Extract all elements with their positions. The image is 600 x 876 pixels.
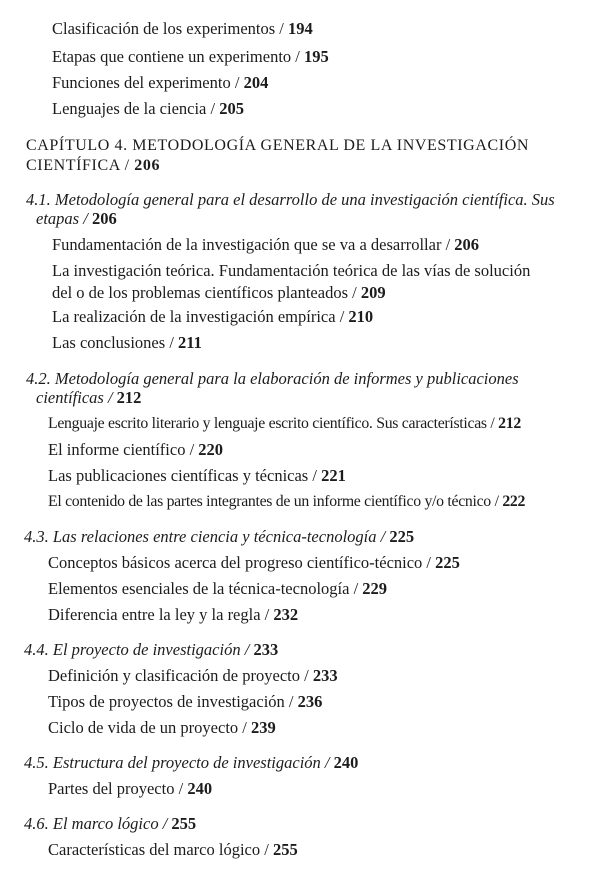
toc-entry: Las conclusiones / 211 <box>52 333 202 352</box>
chapter-heading-cont: CIENTÍFICA / 206 <box>26 157 161 174</box>
section-heading: 4.2. Metodología general para la elaboración de informes y publicaciones <box>26 369 519 388</box>
toc-entry: Etapas que contiene un experimento / 195 <box>52 47 329 66</box>
chapter-heading: CAPÍTULO 4. METODOLOGÍA GENERAL DE LA INVESTIGACIÓN <box>26 137 530 154</box>
toc-entry: El contenido de las partes integrantes de un informe científico y/o técnico / 222 <box>48 493 526 510</box>
toc-entry: Lenguajes de la ciencia / 205 <box>52 99 244 118</box>
section-heading-cont: científicas / 212 <box>36 388 142 407</box>
toc-entry: La investigación teórica. Fundamentación teórica de las vías de solución <box>52 261 531 280</box>
toc-entry: Fundamentación de la investigación que se va a desarrollar / 206 <box>52 235 480 254</box>
toc-entry: Tipos de proyectos de investigación / 236 <box>48 692 323 711</box>
toc-entry: El informe científico / 220 <box>48 440 224 459</box>
toc-entry: Ciclo de vida de un proyecto / 239 <box>48 718 276 737</box>
toc-entry: Funciones del experimento / 204 <box>52 73 269 92</box>
toc-entry: Diferencia entre la ley y la regla / 232 <box>48 605 299 624</box>
toc-entry: Definición y clasificación de proyecto / 233 <box>48 666 338 685</box>
section-heading: 4.4. El proyecto de investigación / 233 <box>24 640 279 659</box>
toc-entry: La realización de la investigación empírica / 210 <box>52 307 374 326</box>
toc-entry: Lenguaje escrito literario y lenguaje escrito científico. Sus características / 212 <box>48 415 521 432</box>
toc-entry: Partes del proyecto / 240 <box>48 779 213 798</box>
toc-entry: Clasificación de los experimentos / 194 <box>52 19 313 38</box>
toc-entry: Conceptos básicos acerca del progreso científico-técnico / 225 <box>48 553 460 572</box>
toc-entry: Elementos esenciales de la técnica-tecnología / 229 <box>48 579 388 598</box>
section-heading: 4.5. Estructura del proyecto de investigación / 240 <box>24 753 359 772</box>
section-heading: 4.6. El marco lógico / 255 <box>24 814 197 833</box>
section-heading: 4.1. Metodología general para el desarrollo de una investigación científica. Sus <box>26 190 555 209</box>
toc-entry: Características del marco lógico / 255 <box>48 840 298 859</box>
toc-entry-cont: del o de los problemas científicos planteados / 209 <box>52 283 386 302</box>
section-heading-cont: etapas / 206 <box>36 209 117 228</box>
section-heading: 4.3. Las relaciones entre ciencia y técnica-tecnología / 225 <box>24 527 415 546</box>
toc-entry: Las publicaciones científicas y técnicas / 221 <box>48 466 346 485</box>
